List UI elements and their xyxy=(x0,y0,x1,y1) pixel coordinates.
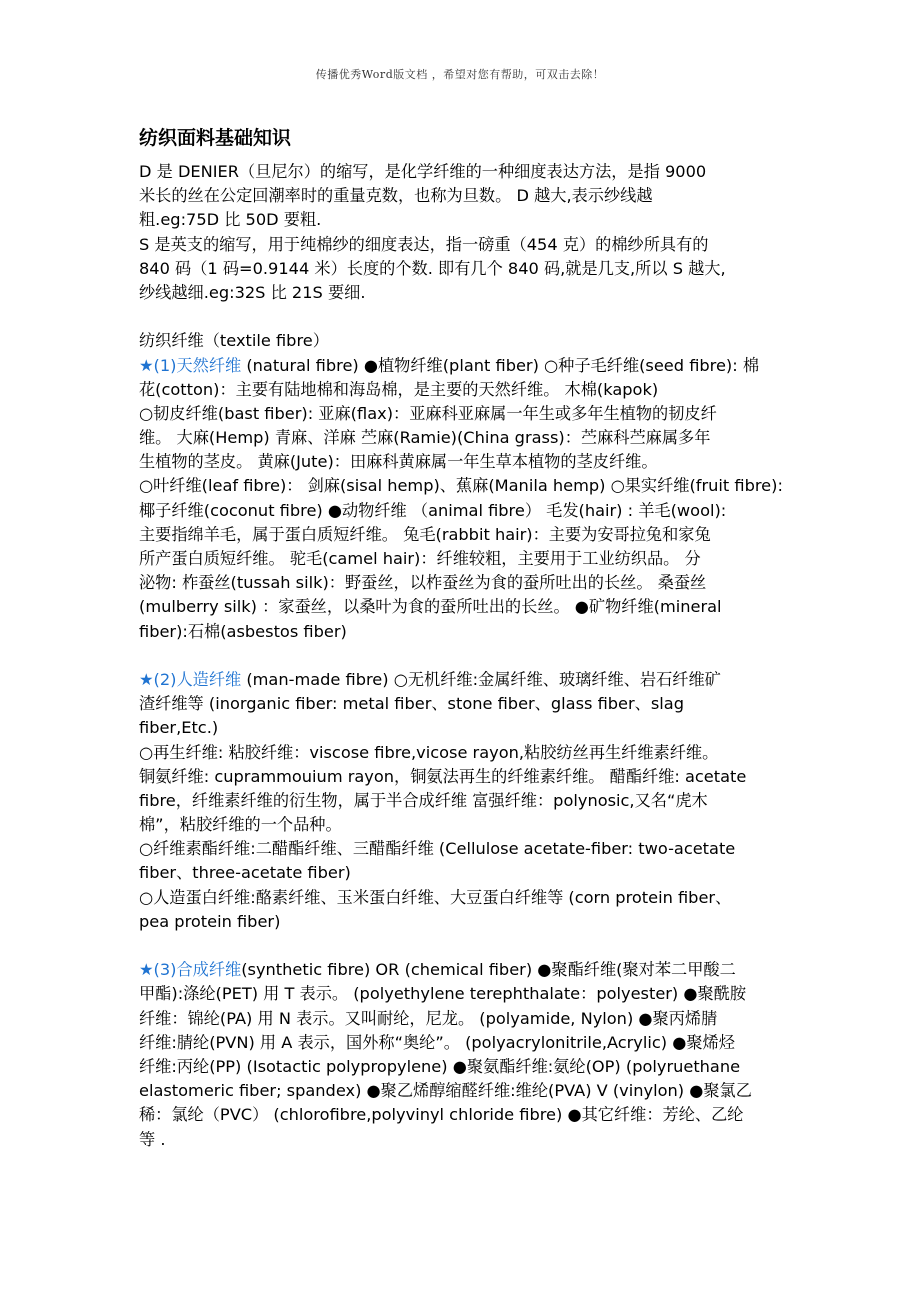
section-label: ★(3)合成纤维 xyxy=(139,960,242,980)
line-text: (synthetic fibre) OR (chemical fiber) ●聚酯纤维(聚对苯二甲酸二 xyxy=(241,960,736,980)
text-line: ○韧皮纤维(bast fiber): 亚麻(flax)：亚麻科亚麻属一年生或多年生植物的韧皮纤 xyxy=(139,403,717,423)
section-label: ★(2)人造纤维 xyxy=(139,669,242,689)
text-line: ○再生纤维: 粘胶纤维：viscose fibre,vicose rayon,粘胶纺丝再生纤维素纤维。 xyxy=(139,742,719,762)
text-line: fiber、three-acetate fiber) xyxy=(139,863,351,883)
denier-paragraph xyxy=(139,160,794,233)
line-text: (man-made fibre) ○无机纤维:金属纤维、玻璃纤维、岩石纤维矿 xyxy=(241,669,721,689)
text-line xyxy=(139,958,794,982)
spacer xyxy=(139,644,794,668)
text-line xyxy=(139,354,794,378)
natural-fibre-section xyxy=(139,354,794,644)
text-line: 所产蛋白质短纤维。 驼毛(camel hair)：纤维较粗，主要用于工业纺织品。 分 xyxy=(139,549,701,568)
text-line: 维。 大麻(Hemp) 青麻、洋麻 苎麻(Ramie)(China grass)：苎麻科苎麻属多年 xyxy=(139,428,711,448)
text-line: 渣纤维等 (inorganic fiber: metal fiber、stone fiber、glass fiber、slag xyxy=(139,694,684,714)
s-count-paragraph xyxy=(139,233,794,306)
text-line: S 是英支的缩写，用于纯棉纱的细度表达，指一磅重（454 克）的棉纱所具有的 xyxy=(139,234,709,254)
text-line: ○人造蛋白纤维:酪素纤维、玉米蛋白纤维、大豆蛋白纤维等 (corn protein fiber、 xyxy=(139,887,732,907)
section-label: ★(1)天然纤维 xyxy=(139,355,242,375)
header-note: 传播优秀Word版文档 ，希望对您有帮助，可双击去除！ xyxy=(315,68,605,81)
spacer xyxy=(139,934,794,958)
text-line: fiber):石棉(asbestos fiber) xyxy=(139,621,347,641)
text-line: D 是 DENIER（旦尼尔）的缩写，是化学纤维的一种细度表达方法，是指 9000 xyxy=(139,162,707,181)
spacer xyxy=(139,305,794,329)
text-line: 泌物: 柞蚕丝(tussah silk)：野蚕丝，以柞蚕丝为食的蚕所吐出的长丝。 桑蚕丝 xyxy=(139,573,707,593)
document-body xyxy=(139,160,794,1152)
text-line: 椰子纤维(coconut fibre) ●动物纤维 （animal fibre） 毛发(hair) : 羊毛(wool): xyxy=(139,500,727,520)
text-line: pea protein fiber) xyxy=(139,911,281,931)
text-line: 铜氨纤维: cuprammouium rayon，铜氨法再生的纤维素纤维。 醋酯纤维: acetate xyxy=(139,766,747,786)
manmade-fibre-section xyxy=(139,668,794,934)
text-line: elastomeric fiber; spandex) ●聚乙烯醇缩醛纤维:维纶(PVA) V (vinylon) ●聚氯乙 xyxy=(139,1081,752,1101)
document-title: 纺织面料基础知识 xyxy=(139,127,292,149)
text-line xyxy=(139,668,794,692)
text-line: 纱线越细.eg:32S 比 21S 要细. xyxy=(139,282,366,302)
text-line: ○叶纤维(leaf fibre)： 剑麻(sisal hemp)、蕉麻(Manila hemp) ○果实纤维(fruit fibre): xyxy=(139,476,783,496)
text-line: 生植物的茎皮。 黄麻(Jute)：田麻科黄麻属一年生草本植物的茎皮纤维。 xyxy=(139,452,658,472)
line-text: (natural fibre) ●植物纤维(plant fiber) ○种子毛纤维(seed fibre): 棉 xyxy=(241,355,760,375)
text-line: 主要指绵羊毛，属于蛋白质短纤维。 兔毛(rabbit hair)：主要为安哥拉兔和家兔 xyxy=(139,524,711,544)
text-line: 纤维：锦纶(PA) 用 N 表示。又叫耐纶，尼龙。 (polyamide, Nylon) ●聚丙烯腈 xyxy=(139,1008,718,1028)
text-line: 米长的丝在公定回潮率时的重量克数，也称为旦数。 D 越大,表示纱线越 xyxy=(139,186,653,206)
text-line: 稀：氯纶（PVC） (chlorofibre,polyvinyl chloride fibre) ●其它纤维：芳纶、乙纶 xyxy=(139,1105,744,1125)
text-line: 纤维:腈纶(PVN) 用 A 表示，国外称“奥纶”。 (polyacrylonitrile,Acrylic) ●聚烯烃 xyxy=(139,1032,735,1052)
text-line: fibre，纤维素纤维的衍生物，属于半合成纤维 富强纤维：polynosic,又名“虎木 xyxy=(139,790,708,810)
synthetic-fibre-section xyxy=(139,958,794,1152)
fibre-heading: 纺织纤维（textile fibre） xyxy=(139,331,329,351)
text-line: 840 码（1 码=0.9144 米）长度的个数. 即有几个 840 码,就是几支,所以 S 越大, xyxy=(139,258,726,278)
text-line: 棉”，粘胶纤维的一个品种。 xyxy=(139,815,342,835)
text-line: 纤维:丙纶(PP) (Isotactic polypropylene) ●聚氨酯纤维:氨纶(OP) (polyruethane xyxy=(139,1056,741,1076)
text-line: 粗.eg:75D 比 50D 要粗. xyxy=(139,210,322,230)
text-line: (mulberry silk) ：家蚕丝，以桑叶为食的蚕所吐出的长丝。 ●矿物纤维(mineral xyxy=(139,597,722,617)
text-line: 甲酯):涤纶(PET) 用 T 表示。 (polyethylene terephthalate：polyester) ●聚酰胺 xyxy=(139,984,747,1004)
text-line: 等 . xyxy=(139,1129,166,1149)
text-line: fiber,Etc.) xyxy=(139,718,219,738)
text-line: 花(cotton)：主要有陆地棉和海岛棉，是主要的天然纤维。 木棉(kapok) xyxy=(139,379,659,399)
text-line: ○纤维素酯纤维:二醋酯纤维、三醋酯纤维 (Cellulose acetate-fiber: two-acetate xyxy=(139,839,736,859)
